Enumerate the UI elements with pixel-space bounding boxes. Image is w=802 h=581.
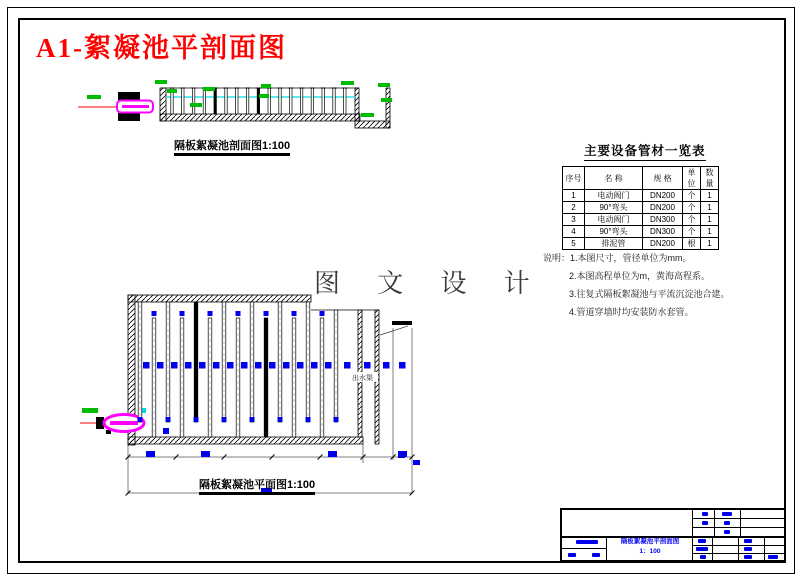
flow-arrow: [278, 417, 283, 422]
titleblock-text-blob: [724, 530, 730, 534]
dimension-text-blob: [146, 451, 155, 457]
dimension-text-blob: [199, 362, 206, 369]
dimension-text-blob: [269, 362, 276, 369]
dimension-text-blob: [171, 362, 178, 369]
flow-arrow: [320, 311, 325, 316]
section-baffles: [169, 88, 347, 114]
baffle: [182, 88, 184, 114]
flow-arrow: [306, 417, 311, 422]
cell-spec: DN200: [643, 190, 683, 202]
col-header: 名 称: [585, 167, 643, 190]
dimension-text-blob: [201, 451, 210, 457]
titleblock-text-blob: [702, 521, 708, 525]
dimension-text-blob: [241, 362, 248, 369]
titleblock-text-blob: [592, 553, 600, 557]
leader-line: [380, 326, 408, 335]
watermark-text: 图 文 设 计: [314, 268, 545, 298]
titleblock-text-blob: [768, 555, 778, 559]
flow-arrow: [250, 417, 255, 422]
titleblock-text-blob: [698, 539, 706, 543]
baffle: [225, 88, 227, 114]
outlet-channel-wall: [355, 88, 359, 121]
elevation-mark: [381, 98, 392, 102]
plan-view-drawing: [80, 288, 430, 506]
baffle: [246, 88, 248, 114]
dimension-text-blob: [311, 362, 318, 369]
baffle: [194, 302, 198, 422]
cell-unit: 根: [683, 238, 701, 250]
equipment-table-title: 主要设备管材一览表: [584, 141, 706, 161]
cell-qty: 1: [701, 202, 719, 214]
channel-label: 出水渠: [352, 375, 373, 382]
elevation-mark: [87, 95, 101, 99]
flow-arrow: [222, 417, 227, 422]
cell-qty: 1: [701, 214, 719, 226]
titleblock-divider: [714, 510, 715, 536]
flow-arrow: [236, 311, 241, 316]
cell-unit: 个: [683, 214, 701, 226]
baffle: [236, 88, 238, 114]
notes-block: [543, 249, 753, 321]
baffle: [344, 88, 346, 114]
cell-spec: DN300: [643, 226, 683, 238]
outlet-channel-bottom: [355, 121, 390, 128]
dimension-text-blob: [399, 362, 406, 369]
cell-name: 90°弯头: [585, 226, 643, 238]
titleblock-text-blob: [576, 540, 598, 544]
titleblock-divider: [740, 510, 741, 536]
baffle: [311, 88, 313, 114]
flow-arrow: [152, 311, 157, 316]
elevation-mark: [378, 83, 390, 87]
elevation-mark: [190, 103, 202, 107]
flow-arrow: [292, 311, 297, 316]
col-header: 单位: [683, 167, 701, 190]
plan-view-label: 隔板絮凝池平面图1:100: [199, 476, 315, 495]
flow-arrow: [180, 311, 185, 316]
titleblock-text-blob: [696, 547, 708, 551]
note-line: 说明：1.本图尺寸，管径单位为mm。: [543, 253, 692, 263]
cell-name: 排泥管: [585, 238, 643, 250]
cell-unit: 个: [683, 202, 701, 214]
table-row: [563, 190, 719, 202]
dimension-text-blob: [283, 362, 290, 369]
cell-qty: 1: [701, 226, 719, 238]
col-header: 数量: [701, 167, 719, 190]
table-row: [563, 214, 719, 226]
dimension-text-blob: [255, 362, 262, 369]
cell-name: 90°弯头: [585, 202, 643, 214]
titleblock-text-blob: [722, 512, 732, 516]
col-header: 序号: [563, 167, 585, 190]
top-wall-plan: [128, 295, 311, 302]
baffle: [214, 88, 216, 114]
cell-no: 2: [563, 202, 585, 214]
elevation-mark: [361, 113, 374, 117]
titleblock-divider: [738, 538, 739, 560]
title-block: [560, 508, 786, 562]
dimension-text-blob: [227, 362, 234, 369]
dimension-text-blob: [328, 451, 337, 457]
titleblock-divider: [764, 538, 765, 560]
dimension-text-blob: [213, 362, 220, 369]
dimension-text-blob: [185, 362, 192, 369]
flow-arrow: [208, 311, 213, 316]
bottom-slab-section: [160, 114, 360, 121]
elevation-mark: [261, 84, 271, 88]
dimension-text-blob: [325, 362, 332, 369]
dimension-text-blob: [297, 362, 304, 369]
baffle: [300, 88, 302, 114]
titleblock-drawing-title: 隔板絮凝池平剖面图 1：100: [620, 538, 680, 555]
cell-spec: DN200: [643, 238, 683, 250]
note-line: 2.本图高程单位为m，黄海高程系。: [569, 271, 711, 281]
dimension-text-blob: [364, 362, 371, 369]
dimension-text-blob: [157, 362, 164, 369]
dimension-text-blob: [383, 362, 390, 369]
flow-arrow: [264, 311, 269, 316]
table-row: [563, 202, 719, 214]
page-title: A1-絮凝池平剖面图: [36, 33, 287, 63]
inlet-flange: [118, 92, 140, 100]
cell-unit: 个: [683, 190, 701, 202]
flow-arrow: [138, 417, 143, 422]
titleblock-divider: [562, 548, 606, 549]
cell-spec: DN200: [643, 202, 683, 214]
note-line: 4.管道穿墙时均安装防水套管。: [569, 307, 694, 317]
baffle: [322, 88, 324, 114]
titleblock-divider: [606, 536, 607, 560]
flow-arrow: [163, 428, 169, 434]
baffle: [268, 88, 270, 114]
baffle: [279, 88, 281, 114]
cell-qty: 1: [701, 190, 719, 202]
cell-no: 4: [563, 226, 585, 238]
cell-qty: 1: [701, 238, 719, 250]
dimension-text-blob: [344, 362, 351, 369]
section-view-label: 隔板絮凝池剖面图1:100: [174, 137, 290, 156]
titleblock-text-blob: [744, 555, 752, 559]
table-row: [563, 238, 719, 250]
elevation-mark: [341, 81, 354, 85]
dimension-text-blob: [143, 362, 150, 369]
pipe-label-mark: [82, 408, 98, 413]
cell-unit: 个: [683, 226, 701, 238]
elevation-mark: [259, 94, 269, 98]
titleblock-divider: [692, 527, 784, 528]
cell-no: 1: [563, 190, 585, 202]
titleblock-text-blob: [700, 555, 706, 559]
titleblock-divider: [712, 538, 713, 560]
titleblock-text-blob: [568, 553, 576, 557]
cell-spec: DN300: [643, 214, 683, 226]
plan-baffles: [138, 302, 338, 437]
cell-name: 电动阀门: [585, 214, 643, 226]
table-row: [563, 226, 719, 238]
flow-arrow: [166, 417, 171, 422]
table-header-row: [563, 167, 719, 190]
baffle: [290, 88, 292, 114]
outlet-pipe: [392, 321, 412, 325]
baffle: [192, 88, 194, 114]
elevation-mark: [167, 89, 177, 93]
equipment-table: [562, 166, 719, 250]
titleblock-text-blob: [744, 547, 752, 551]
cell-no: 3: [563, 214, 585, 226]
baffle: [264, 318, 268, 437]
flow-arrow: [194, 417, 199, 422]
note-line: 3.往复式隔板絮凝池与平流沉淀池合建。: [569, 289, 730, 299]
bottom-wall-plan: [128, 437, 363, 444]
flow-arrow: [334, 417, 339, 422]
cell-no: 5: [563, 238, 585, 250]
col-header: 规 格: [643, 167, 683, 190]
dimension-text-blob: [413, 460, 420, 465]
section-view-drawing: [75, 76, 405, 138]
titleblock-text-blob: [744, 539, 752, 543]
cell-name: 电动阀门: [585, 190, 643, 202]
titleblock-text-blob: [702, 512, 708, 516]
elevation-mark: [203, 87, 215, 91]
notes-prefix: 说明：: [543, 253, 571, 263]
titleblock-text-blob: [724, 521, 730, 525]
baffle: [257, 88, 259, 114]
baffle: [203, 88, 205, 114]
baffle: [333, 88, 335, 114]
titleblock-divider: [692, 518, 784, 519]
dimension-text-blob: [398, 451, 407, 457]
inlet-flange: [118, 113, 140, 121]
elevation-mark: [155, 80, 167, 84]
